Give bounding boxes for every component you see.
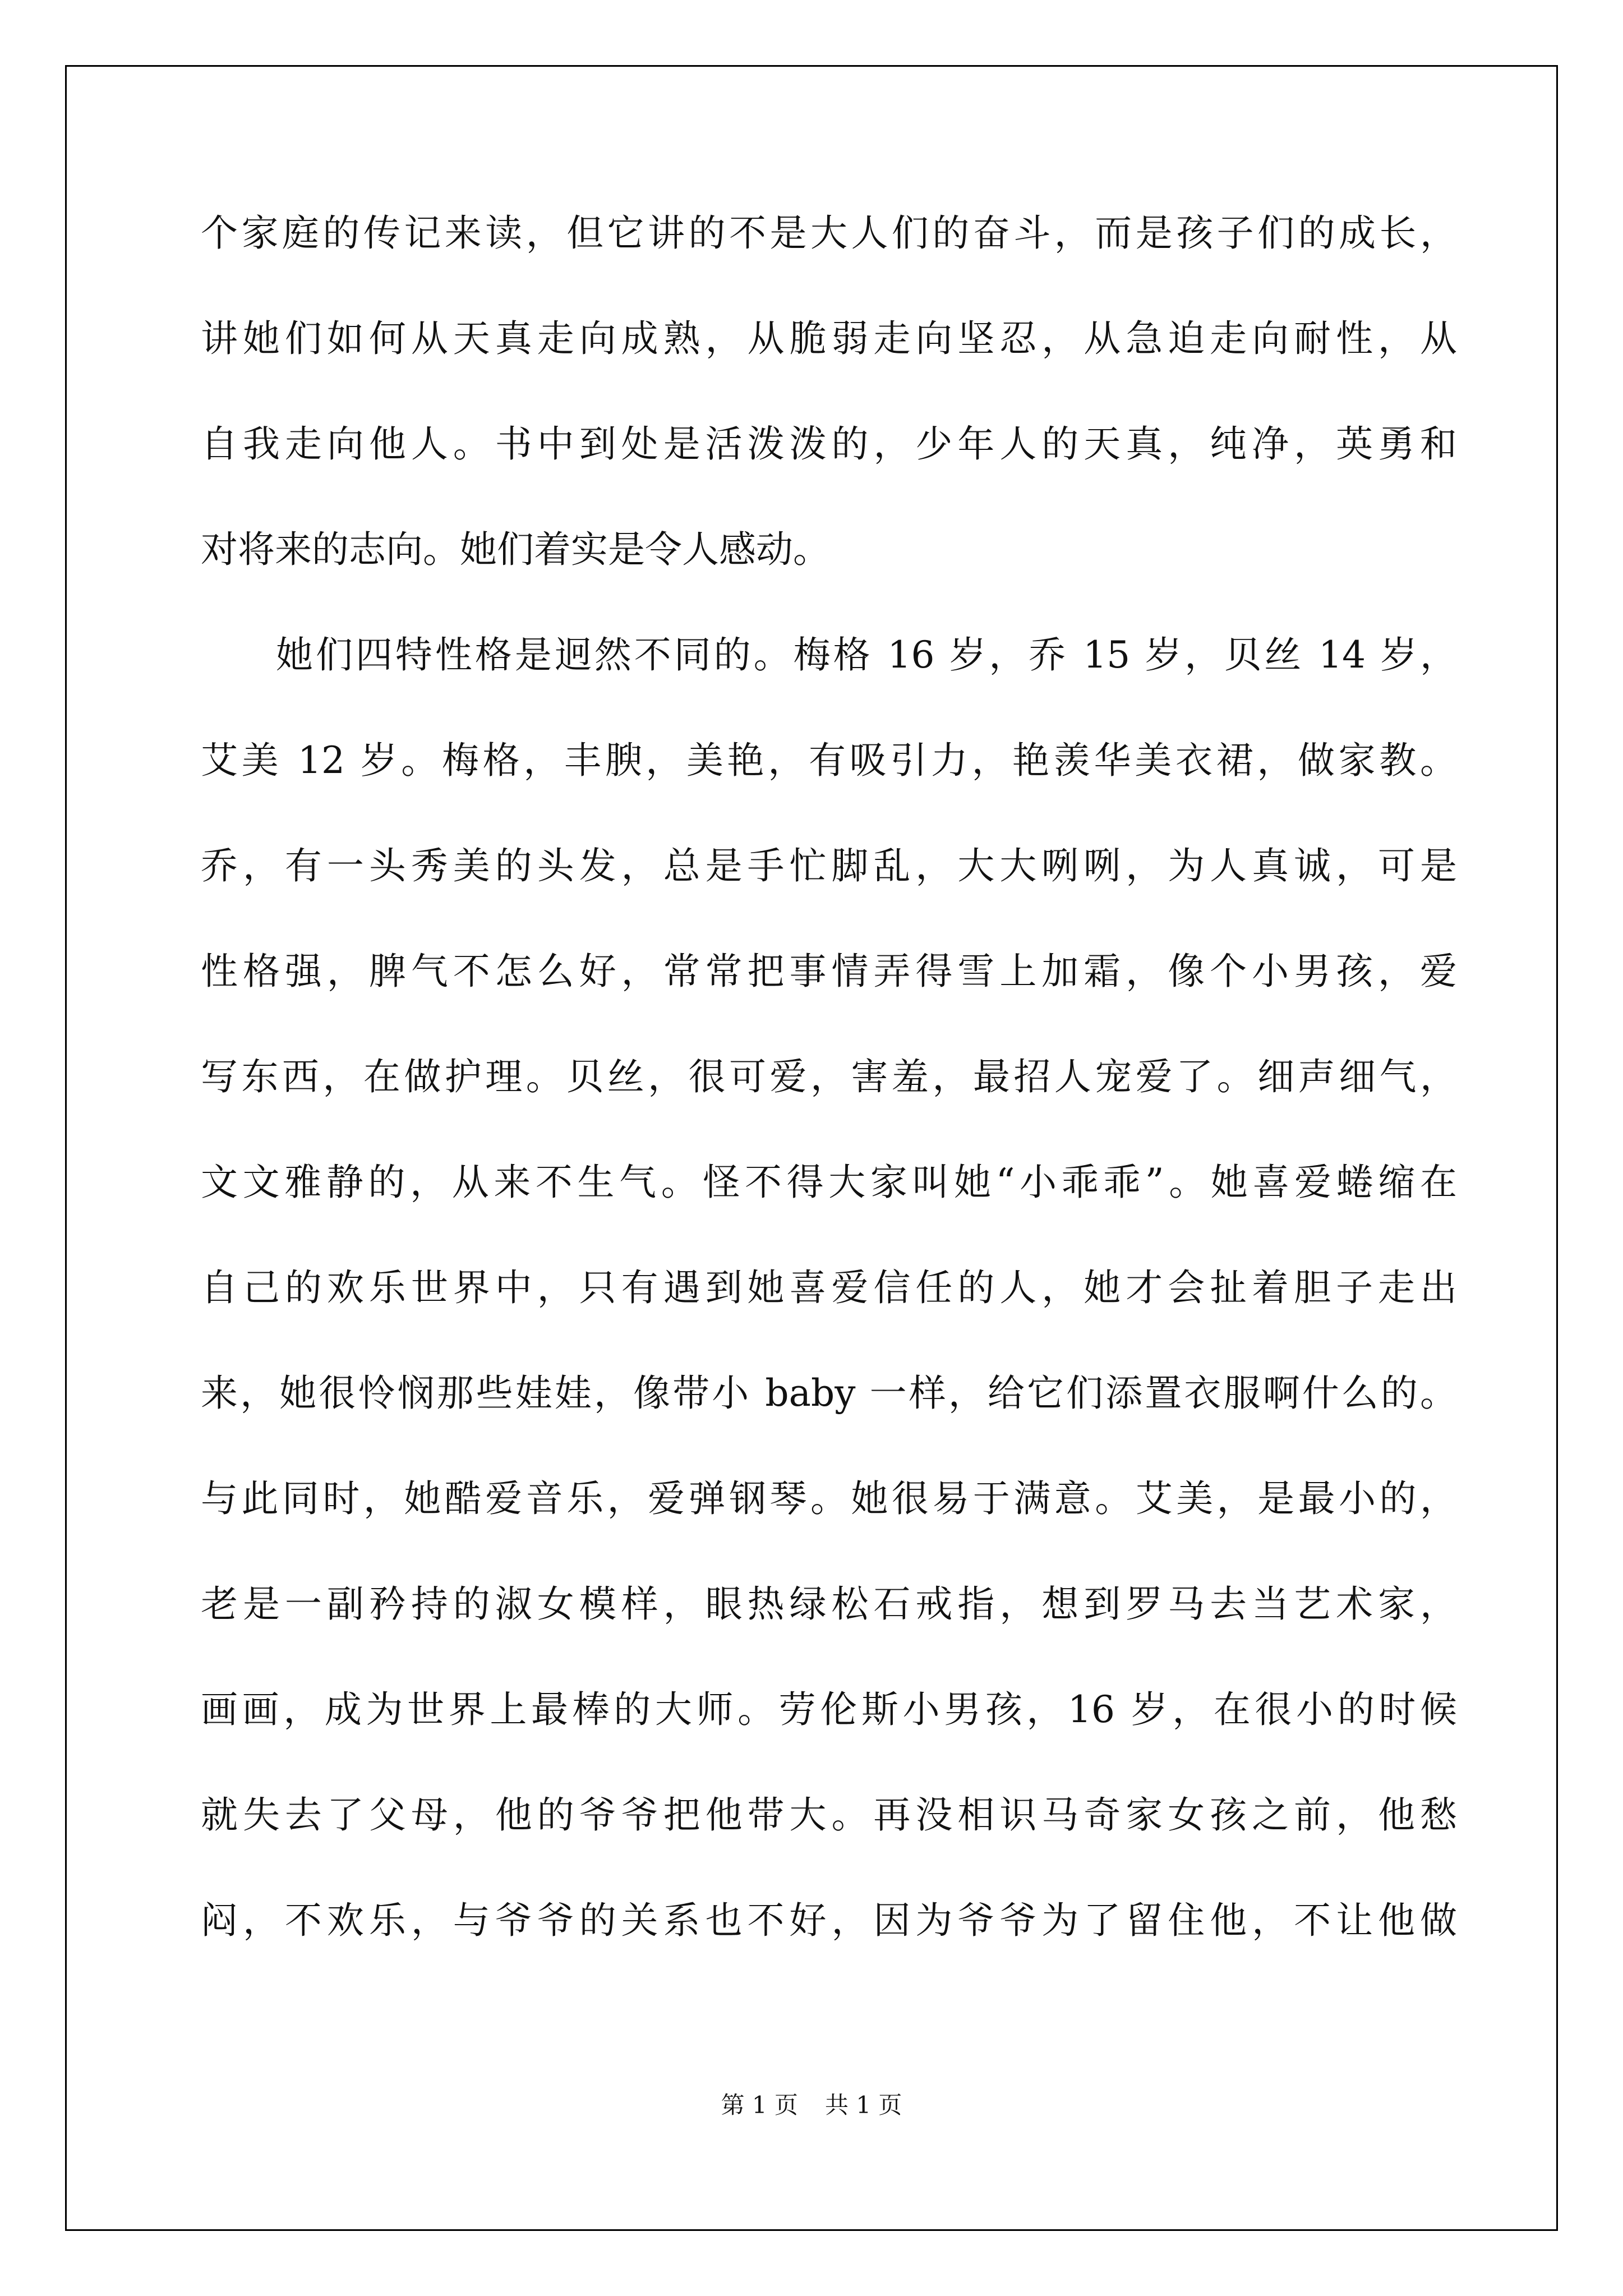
text-line: 乔，有一头秀美的头发，总是手忙脚乱，大大咧咧，为人真诚，可是 xyxy=(201,844,1457,887)
paragraph-first-line: 她们四特性格是迥然不同的。梅格 16 岁，乔 15 岁，贝丝 14 岁， xyxy=(276,633,1457,677)
text-line: 自己的欢乐世界中，只有遇到她喜爱信任的人，她才会扯着胆子走出 xyxy=(201,1266,1457,1309)
text-line: 文文雅静的，从来不生气。怪不得大家叫她“小乖乖”。她喜爱蜷缩在 xyxy=(201,1161,1457,1204)
text-line: 就失去了父母，他的爷爷把他带大。再没相识马奇家女孩之前，他愁 xyxy=(201,1793,1457,1837)
document-body xyxy=(201,206,1457,1999)
text-line: 老是一副矜持的淑女模样，眼热绿松石戒指，想到罗马去当艺术家， xyxy=(201,1582,1457,1626)
text-line: 与此同时，她酷爱音乐，爱弹钢琴。她很易于满意。艾美，是最小的， xyxy=(201,1477,1457,1520)
page-number: 第 1 页 xyxy=(721,2091,798,2119)
text-line: 性格强，脾气不怎么好，常常把事情弄得雪上加霜，像个小男孩，爱 xyxy=(201,950,1457,993)
text-line: 艾美 12 岁。梅格，丰腴，美艳，有吸引力，艳羡华美衣裙，做家教。 xyxy=(201,739,1457,782)
text-line: 来，她很怜悯那些娃娃，像带小 baby 一样，给它们添置衣服啊什么的。 xyxy=(201,1372,1457,1415)
text-line: 闷，不欢乐，与爷爷的关系也不好，因为爷爷为了留住他，不让他做 xyxy=(201,1899,1457,1942)
text-line: 个家庭的传记来读，但它讲的不是大人们的奋斗，而是孩子们的成长， xyxy=(201,211,1457,255)
text-line: 讲她们如何从天真走向成熟，从脆弱走向坚忍，从急迫走向耐性，从 xyxy=(201,317,1457,360)
text-line: 画画，成为世界上最棒的大师。劳伦斯小男孩，16 岁，在很小的时候 xyxy=(201,1688,1457,1731)
page-footer xyxy=(0,2087,1623,2120)
page-total: 共 1 页 xyxy=(825,2091,902,2119)
text-line: 写东西，在做护理。贝丝，很可爱，害羞，最招人宠爱了。细声细气， xyxy=(201,1055,1457,1098)
text-line: 对将来的志向。她们着实是令人感动。 xyxy=(201,528,830,571)
text-line: 自我走向他人。书中到处是活泼泼的，少年人的天真，纯净，英勇和 xyxy=(201,422,1457,466)
